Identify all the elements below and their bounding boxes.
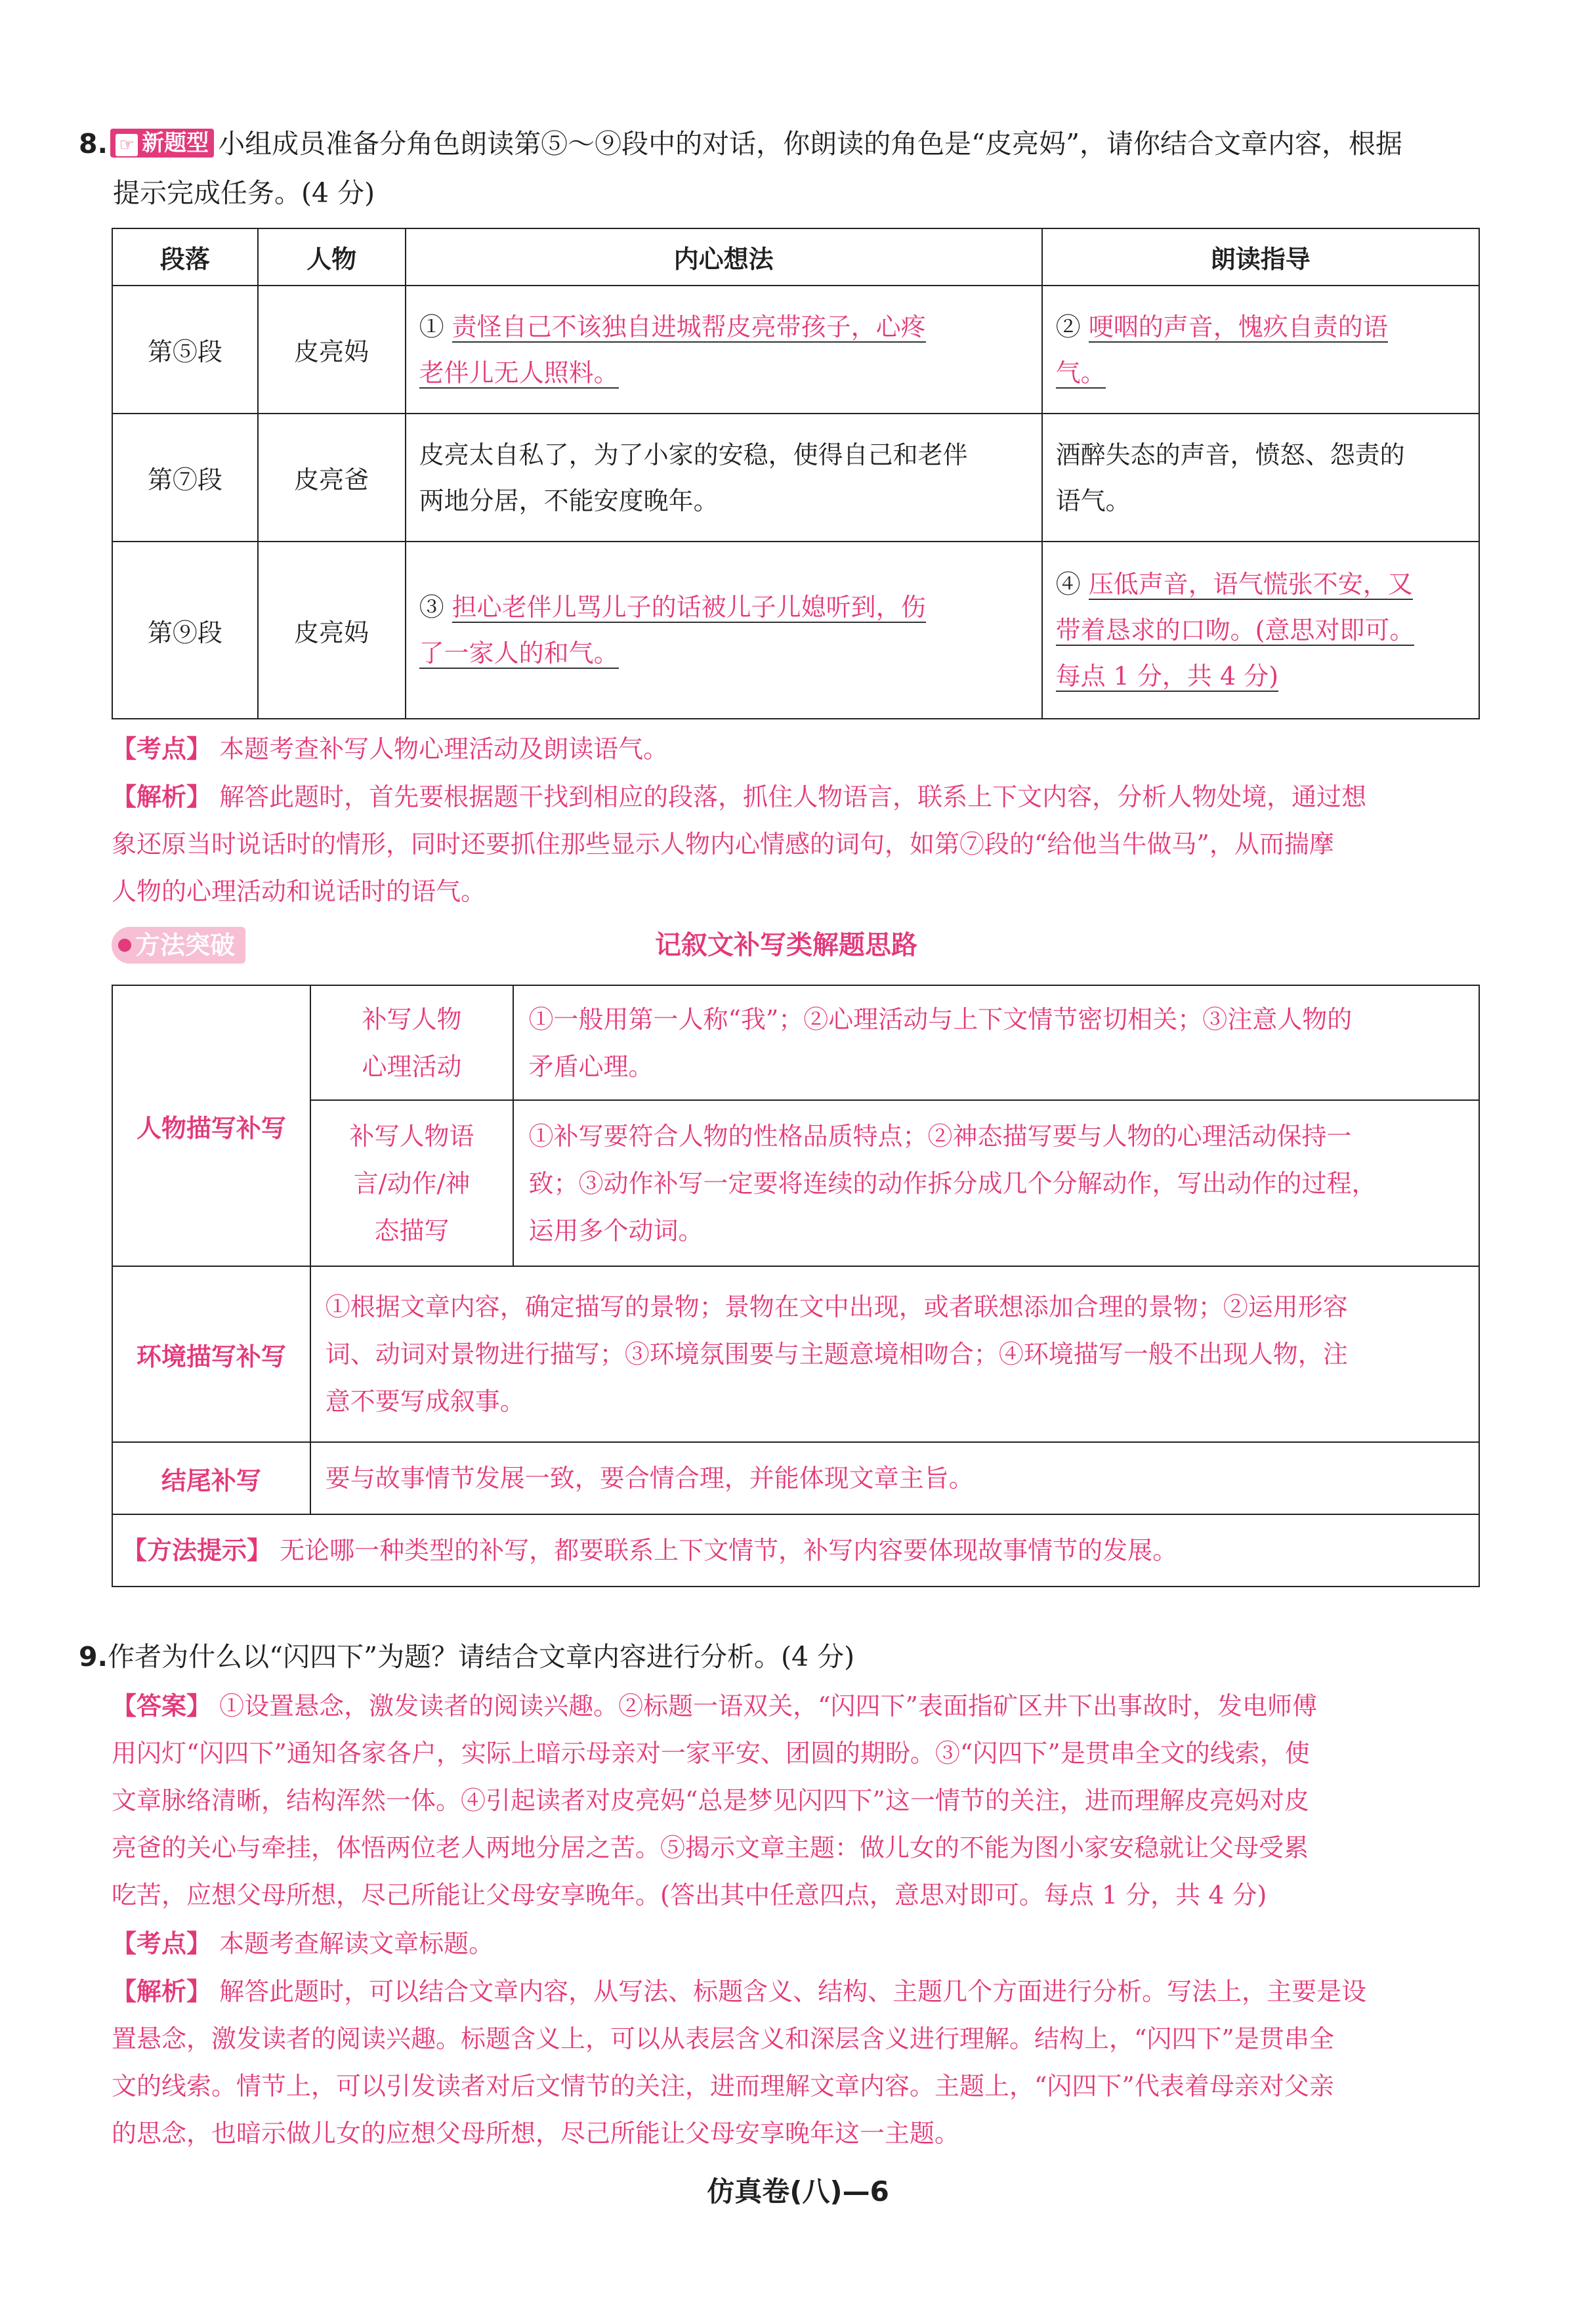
person-cell: 皮亮妈 xyxy=(258,542,406,719)
method-text-line: 矛盾心理。 xyxy=(528,1052,654,1081)
jiexi-text: 象还原当时说话时的情形，同时还要抓住那些显示人物内心情感的词句，如第⑦段的“给他当牛做马”，从而揣摩 xyxy=(112,830,1334,859)
guide-cell xyxy=(1042,414,1479,542)
method-text-line: 运用多个动词。 xyxy=(528,1216,704,1245)
q8-line1 xyxy=(79,120,1402,167)
jiexi-text: 的思念，也暗示做儿女的应想父母所想，尽己所能让父母安享晚年这一主题。 xyxy=(112,2119,960,2148)
method-table xyxy=(112,985,1480,1587)
method-text xyxy=(513,985,1479,1100)
method-text xyxy=(310,1266,1479,1442)
tip-text: 无论哪一种类型的补写，都要联系上下文情节，补写内容要体现故事情节的发展。 xyxy=(280,1536,1178,1565)
jiexi-label: 【解析】 xyxy=(112,1977,212,2006)
para-cell: 第⑨段 xyxy=(112,542,258,719)
kaodian-text: 本题考查解读文章标题。 xyxy=(219,1929,494,1958)
answer-marker: ③ xyxy=(419,593,444,622)
kaodian-label: 【考点】 xyxy=(112,735,212,763)
guide-text: 语气。 xyxy=(1055,486,1131,515)
q8-number: 8. xyxy=(79,128,108,160)
jiexi-text: 解答此题时，首先要根据题干找到相应的段落，抓住人物语言，联系上下文内容，分析人物处境，通过想 xyxy=(219,782,1367,811)
new-question-tag-label: 新题型 xyxy=(142,130,209,156)
method-title: 记叙文补写类解题思路 xyxy=(655,930,917,960)
table-row xyxy=(112,542,1479,719)
col-header-person: 人物 xyxy=(258,228,406,286)
thought-cell xyxy=(406,286,1042,414)
q9-answer xyxy=(112,1682,1483,1919)
answer-text: 了一家人的和气。 xyxy=(419,639,619,668)
answer-text: ①设置悬念，激发读者的阅读兴趣。②标题一语双关，“闪四下”表面指矿区井下出事故时，发电师傅 xyxy=(219,1692,1317,1720)
kaodian-label: 【考点】 xyxy=(112,1929,212,1958)
sub-head xyxy=(310,1100,514,1266)
q8-text-line2: 提示完成任务。(4 分) xyxy=(113,177,375,209)
answer-marker: ① xyxy=(419,312,444,341)
answer-text: 用闪灯“闪四下”通知各家各户，实际上暗示母亲对一家平安、团圆的期盼。③“闪四下”是贯串全文的线索，使 xyxy=(112,1739,1310,1768)
answer-text: 每点 1 分，共 4 分) xyxy=(1055,662,1279,691)
answer-text: 哽咽的声音，愧疚自责的语 xyxy=(1088,312,1388,341)
answer-text: 气。 xyxy=(1055,358,1106,387)
q9-line xyxy=(79,1633,854,1680)
answer-text: 吃苦，应想父母所想，尽己所能让父母安享晚年。(答出其中任意四点，意思对即可。每点 1 分，共 4 分) xyxy=(112,1881,1267,1909)
answer-text: 压低声音，语气慌张不安，又 xyxy=(1088,570,1413,599)
answer-text: 文章脉络清晰，结构浑然一体。④引起读者对皮亮妈“总是梦见闪四下”这一情节的关注，进而理解皮亮妈对皮 xyxy=(112,1786,1309,1815)
q9-jiexi xyxy=(112,1968,1483,2157)
jiexi-text: 文的线索。情节上，可以引发读者对后文情节的关注，进而理解文章内容。主题上，“闪四下”代表着母亲对父亲 xyxy=(112,2072,1334,2100)
table-row xyxy=(112,414,1479,542)
q8-kaodian xyxy=(112,725,1483,773)
table-row xyxy=(112,1266,1479,1442)
jiexi-text: 置悬念，激发读者的阅读兴趣。标题含义上，可以从表层含义和深层含义进行理解。结构上，“闪四下”是贯串全 xyxy=(112,2024,1334,2053)
guide-cell xyxy=(1042,286,1479,414)
method-text xyxy=(513,1100,1479,1266)
answer-marker: ④ xyxy=(1055,570,1081,599)
new-question-tag xyxy=(110,129,214,158)
sub-head-text: 补写人物 xyxy=(362,1004,462,1034)
char-desc-head: 人物描写补写 xyxy=(112,985,310,1266)
answer-text: 带着恳求的口吻。(意思对即可。 xyxy=(1055,616,1415,645)
method-text-line: ①补写要符合人物的性格品质特点；②神态描写要与人物的心理活动保持一 xyxy=(528,1121,1352,1151)
thought-cell xyxy=(406,414,1042,542)
page-footer: 仿真卷(八)—6 xyxy=(707,2175,889,2207)
answer-text: 亮爸的关心与牵挂，体悟两位老人两地分居之苦。⑤揭示文章主题：做儿女的不能为图小家安稳就让父母受累 xyxy=(112,1833,1309,1862)
hand-pointer-icon: ☞ xyxy=(116,134,138,156)
para-cell: 第⑦段 xyxy=(112,414,258,542)
col-header-thought: 内心想法 xyxy=(406,228,1042,286)
q8-jiexi xyxy=(112,773,1483,915)
table-header-row xyxy=(112,228,1479,286)
kaodian-text: 本题考查补写人物心理活动及朗读语气。 xyxy=(219,735,669,763)
answer-text: 老伴儿无人照料。 xyxy=(419,358,619,387)
method-tip xyxy=(112,1514,1479,1587)
q8-text-line1: 小组成员准备分角色朗读第⑤～⑨段中的对话，你朗读的角色是“皮亮妈”，请你结合文章内容，根据 xyxy=(218,128,1403,160)
method-text-line: 词、动词对景物进行描写；③环境氛围要与主题意境相吻合；④环境描写一般不出现人物，注 xyxy=(325,1340,1348,1369)
col-header-guide: 朗读指导 xyxy=(1042,228,1479,286)
answer-text: 责怪自己不该独自进城帮皮亮带孩子，心疼 xyxy=(452,312,926,341)
method-text-line: ①根据文章内容，确定描写的景物；景物在文中出现，或者联想添加合理的景物；②运用形容 xyxy=(325,1292,1348,1321)
answer-label: 【答案】 xyxy=(112,1692,212,1720)
ending-head: 结尾补写 xyxy=(112,1442,310,1514)
q9-number: 9. xyxy=(79,1641,108,1673)
sub-head xyxy=(310,985,514,1100)
jiexi-text: 解答此题时，可以结合文章内容，从写法、标题含义、结构、主题几个方面进行分析。写法上，主要是设 xyxy=(219,1977,1367,2006)
guide-cell xyxy=(1042,542,1479,719)
method-text: 要与故事情节发展一致，要合情合理，并能体现文章主旨。 xyxy=(310,1442,1479,1514)
thought-cell xyxy=(406,542,1042,719)
thought-text: 两地分居，不能安度晚年。 xyxy=(419,486,719,515)
method-tag xyxy=(112,927,245,964)
sub-head-text: 心理活动 xyxy=(362,1052,462,1081)
person-cell: 皮亮妈 xyxy=(258,286,406,414)
bullet-icon xyxy=(118,939,131,952)
guide-text: 酒醉失态的声音，愤怒、怨责的 xyxy=(1055,440,1405,469)
thought-text: 皮亮太自私了，为了小家的安稳，使得自己和老伴 xyxy=(419,440,968,469)
method-tag-label: 方法突破 xyxy=(135,931,236,960)
sub-head-text: 态描写 xyxy=(374,1216,450,1245)
method-text-line: 意不要写成叙事。 xyxy=(325,1387,525,1416)
jiexi-text: 人物的心理活动和说话时的语气。 xyxy=(112,877,486,906)
q8-line2 xyxy=(113,169,375,217)
env-desc-head: 环境描写补写 xyxy=(112,1266,310,1442)
jiexi-label: 【解析】 xyxy=(112,782,212,811)
table-row xyxy=(112,1514,1479,1587)
person-cell: 皮亮爸 xyxy=(258,414,406,542)
table-row xyxy=(112,1100,1479,1266)
method-text-line: ①一般用第一人称“我”；②心理活动与上下文情节密切相关；③注意人物的 xyxy=(528,1004,1353,1034)
q9-kaodian xyxy=(112,1920,1483,1967)
col-header-paragraph: 段落 xyxy=(112,228,258,286)
tip-label: 【方法提示】 xyxy=(122,1536,272,1565)
table-row xyxy=(112,1442,1479,1514)
para-cell: 第⑤段 xyxy=(112,286,258,414)
answer-text: 担心老伴儿骂儿子的话被儿子儿媳听到，伤 xyxy=(452,593,926,622)
sub-head-text: 补写人物语 xyxy=(349,1121,474,1151)
q9-text: 作者为什么以“闪四下”为题？请结合文章内容进行分析。(4 分) xyxy=(108,1641,855,1673)
table-row xyxy=(112,286,1479,414)
table-row xyxy=(112,985,1479,1100)
reading-role-table xyxy=(112,228,1480,719)
answer-marker: ② xyxy=(1055,312,1081,341)
sub-head-text: 言/动作/神 xyxy=(353,1168,471,1198)
method-text-line: 致；③动作补写一定要将连续的动作拆分成几个分解动作，写出动作的过程， xyxy=(528,1168,1377,1198)
